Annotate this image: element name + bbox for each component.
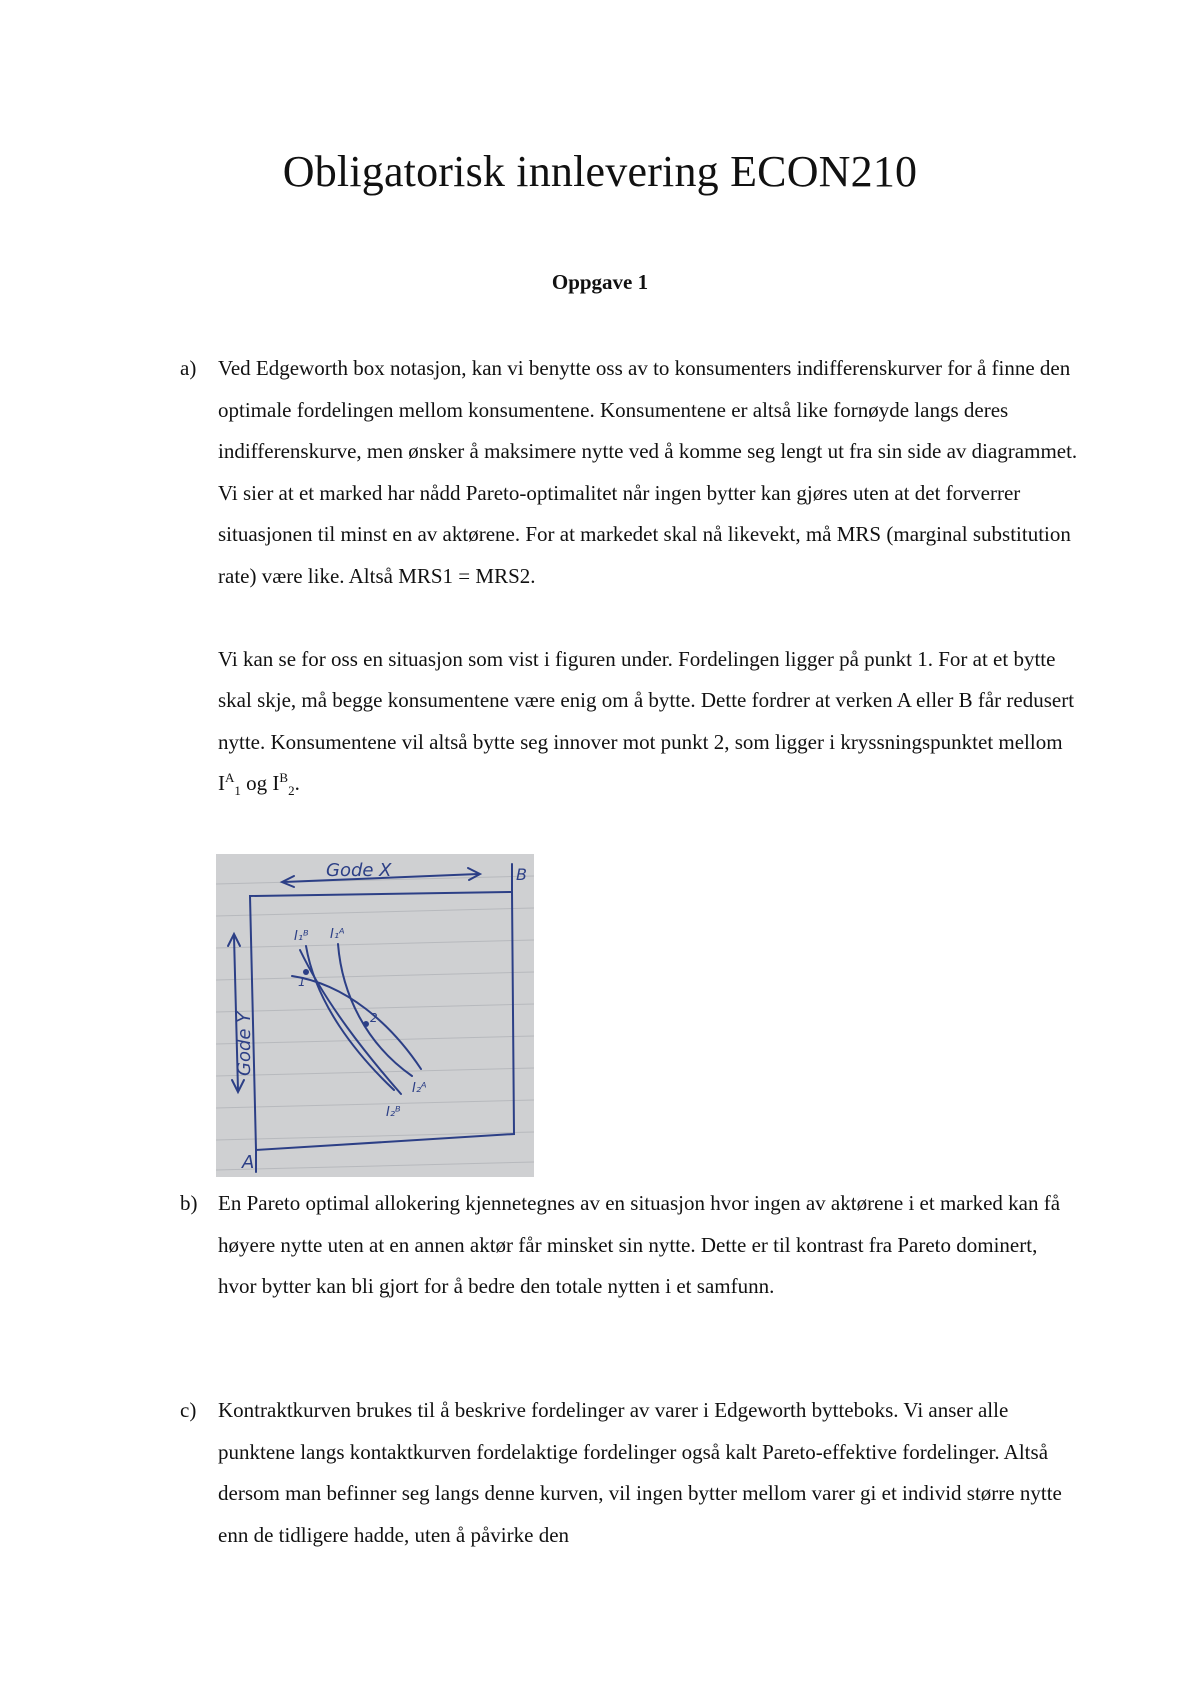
answer-a-paragraph-2: Vi kan se for oss en situasjon som vist i figuren under. Fordelingen ligger på punkt 1. For at et bytte skal skje, må begge konsumentene være enig om å bytte. Dette fordrer at verken A eller B får redusert nytte. Konsumentene vil altså bytte seg innover mot punkt 2, som ligger i kryssningspunktet mellom $I^A_1$ og $I^B_2$. bbox=[218, 646, 1075, 799]
edgeworth-box-drawing bbox=[216, 854, 534, 1177]
answer-a-paragraph-2-text: Vi kan se for oss en situasjon som vist i figuren under. Fordelingen ligger på punkt 1. For at et bytte skal skje, må begge konsumentene være enig om å bytte. Dette fordrer at verken A eller B får redusert nytte. Konsumentene vil altså bytte seg innover mot punkt 2, som ligger i kryssningspunktet mellom bbox=[218, 646, 1075, 754]
answer-c bbox=[180, 1390, 1080, 1556]
corner-label-a: A bbox=[242, 1152, 255, 1173]
label-gode-y: Gode Y bbox=[234, 1011, 255, 1076]
section-heading: Oppgave 1 bbox=[551, 270, 649, 294]
list-marker-c: c) bbox=[180, 1398, 197, 1422]
document-title: Obligatorisk innlevering ECON210 bbox=[282, 147, 918, 196]
answer-a-paragraph-1: Ved Edgeworth box notasjon, kan vi benytte oss av to konsumenters indifferenskurver for å finne den optimale fordelingen mellom konsumentene. Konsumentene er altså like fornøyde langs deres indifferenskurve, men ønsker å maksimere nytte ved å komme seg lengt ut fra sin side av diagrammet. Vi sier at et marked har nådd Pareto-optimalitet når ingen bytter kan gjøres uten at det forverrer situasjonen til minst en av aktørene. For at markedet skal nå likevekt, må MRS (marginal substitution rate) være like. Altså MRS1 = MRS2. bbox=[218, 356, 1078, 588]
label-gode-x: Gode X bbox=[326, 860, 392, 881]
curve-label-1: I₁ᴮ bbox=[294, 929, 309, 944]
curve-label-i-a-1: $I^A_1$ bbox=[218, 770, 241, 799]
curve-label-2: I₁ᴬ bbox=[330, 927, 345, 942]
answer-b-paragraph: En Pareto optimal allokering kjennetegnes av en situasjon hvor ingen av aktørene i et marked kan få høyere nytte uten at en annen aktør får minsket sin nytte. Dette er til kontrast fra Pareto dominert, hvor bytter kan bli gjort for å bedre den totale nytten i et samfunn. bbox=[218, 1191, 1061, 1298]
answer-b-body bbox=[218, 1183, 1080, 1308]
answer-c-body bbox=[218, 1390, 1080, 1556]
point-2 bbox=[363, 1021, 369, 1027]
corner-label-b: B bbox=[516, 865, 527, 884]
list-marker-b: b) bbox=[180, 1191, 198, 1215]
curve-label-4: I₂ᴮ bbox=[386, 1105, 401, 1120]
curve-label-3: I₂ᴬ bbox=[412, 1081, 427, 1096]
point-label-2: 2 bbox=[370, 1011, 378, 1025]
answer-c-paragraph: Kontraktkurven brukes til å beskrive fordelinger av varer i Edgeworth bytteboks. Vi anser alle punktene langs kontaktkurven fordelaktige fordelinger også kalt Pareto-effektive fordelinger. Altså dersom man befinner seg langs denne kurven, vil ingen bytter mellom varer gi et individ større nytte enn de tidligere hadde, uten å påvirke den bbox=[218, 1398, 1062, 1547]
curve-label-i-b-2: $I^B_2$ bbox=[272, 770, 295, 799]
list-marker-a: a) bbox=[180, 356, 197, 380]
answer-b bbox=[180, 1183, 1080, 1308]
answer-a bbox=[180, 348, 1080, 805]
point-label-1: 1 bbox=[298, 975, 306, 989]
answer-a-body bbox=[218, 348, 1080, 805]
edgeworth-box-photo bbox=[216, 854, 534, 1177]
